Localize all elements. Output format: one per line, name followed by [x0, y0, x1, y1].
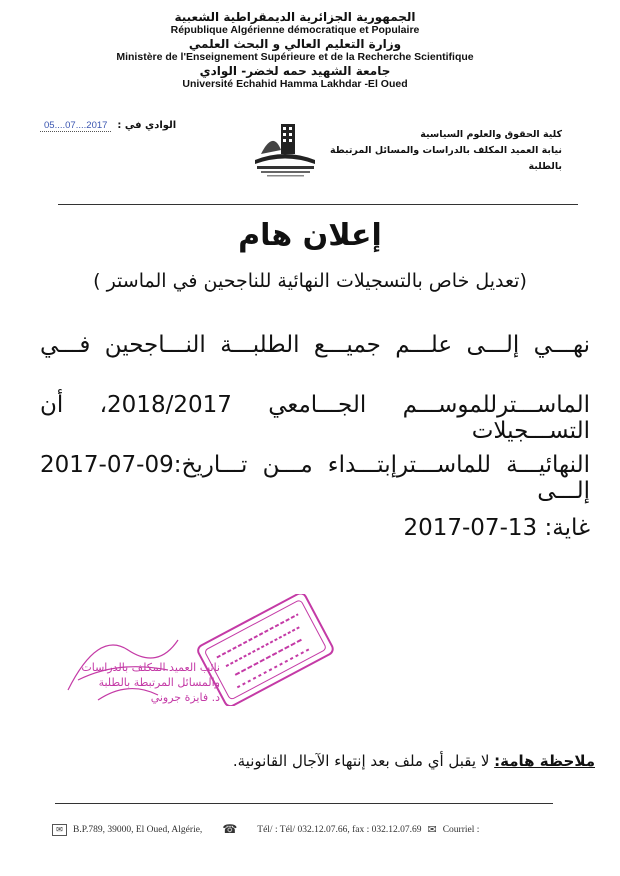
footer-courriel: Courriel : — [442, 824, 480, 835]
signatory-name: د. فايزة جروني — [150, 691, 220, 704]
body-line-3: النهائيـــة للماســـترإبتـــداء مـــن تـــاريخ:09-07-2017 إلـــى — [40, 452, 590, 504]
note-text: لا يقبل أي ملف بعد إنتهاء الآجال القانونية. — [232, 752, 495, 770]
footer-divider — [55, 803, 553, 804]
letterhead — [110, 10, 480, 91]
note-label: ملاحظة هامة: — [494, 752, 595, 770]
footer-address: B.P.789, 39000, El Oued, Algérie, — [73, 824, 203, 835]
signature-block — [50, 660, 220, 705]
ministry-arabic: وزارة التعليم العالي و البحث العلمي — [188, 37, 402, 51]
university-arabic: جامعة الشهيد حمه لخضر- الوادي — [199, 64, 391, 78]
announcement-title: إعلان هام — [238, 218, 382, 253]
signatory-title-1: نائب العميد المكلف بالدراسات — [81, 661, 220, 674]
mail-icon: ✉ — [52, 824, 67, 836]
republic-french: République Algérienne démocratique et Populaire — [170, 24, 420, 36]
body-line-1: نهـــي إلـــى علـــم جميـــع الطلبـــة النـــاجحين فـــي — [40, 332, 590, 358]
faculty-name: كلية الحقوق والعلوم السياسية — [420, 129, 562, 140]
republic-arabic: الجمهورية الجزائرية الديمقراطية الشعبية — [174, 10, 416, 24]
footer — [52, 822, 572, 837]
email-icon: ✉ — [427, 824, 437, 836]
announcement-subtitle: (تعديل خاص بالتسجيلات النهائية للناجحين في الماستر ) — [93, 270, 527, 292]
body-line-4: غاية: 13-07-2017 — [403, 515, 590, 541]
header-divider — [58, 204, 578, 205]
phone-icon: ☎ — [222, 822, 238, 836]
date-label: الوادي في : — [117, 120, 177, 131]
ministry-french: Ministère de l'Enseignement Supérieure et de la Recherche Scientifique — [116, 51, 474, 63]
footer-tel: Tél/ : Tél/ 032.12.07.66, fax : 032.12.07.69 — [257, 824, 422, 835]
body-line-2: الماســـترللموســـم الجـــامعي 2018/2017، أن التســـجيلات — [40, 392, 591, 444]
date-value: 2017....07....05 — [40, 120, 111, 132]
university-french: Université Echahid Hamma Lakhdar -El Oued — [182, 78, 408, 90]
faculty-block — [302, 127, 562, 175]
important-note — [35, 752, 595, 770]
signatory-title-2: والمسائل المرتبطة بالطلبة — [98, 676, 220, 689]
date-line — [40, 120, 176, 132]
vice-dean-office: نيابة العميد المكلف بالدراسات والمسائل المرتبطة بالطلبة — [329, 145, 562, 172]
